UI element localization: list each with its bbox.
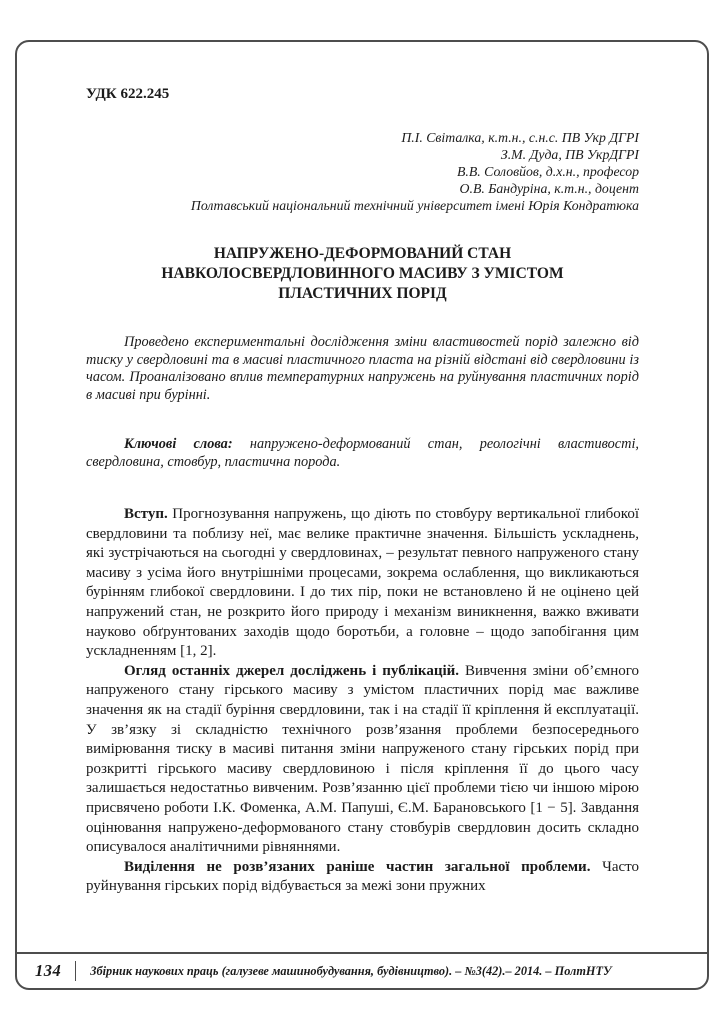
- keywords-label: Ключові слова:: [124, 436, 233, 452]
- page-number: 134: [35, 961, 62, 980]
- author-line: П.І. Світалка, к.т.н., с.н.с. ПВ Укр ДГРІ: [401, 130, 639, 145]
- abstract-text: Проведено експериментальні дослідження зміни властивостей порід залежно від тиску у свердловині та в масиві пластичного пласта на різній відстані від свердловини із часом. Проаналізовано вплив температурних напружень на руйнування пластичних порід в масиві при бурінні.: [86, 334, 639, 403]
- paragraph-text: Вивчення зміни об’ємного напруженого стану гірського масиву з умістом пластичних порід має важливе значення як на стадії буріння свердловини, так і на стадії її кріплення й експлуатації. У зв’язку зі складністю технічного розв’язання проблеми безпосереднього вимірювання тиску в масиві питання зміни напруженого стану гірських порід при розкритті гірського масиву свердловиною і після кріплення її до цього часу залишається недостатньо вивченим. Розв’язанню цієї проблеми тією чи іншою мірою присвячено роботи І.К. Фоменка, А.М. Папуші, Є.М. Барановського [1 − 5]. Завдання оцінювання напружено-деформованого стану стовбурів свердловин досить складно описувалося аналітичними рівняннями.: [86, 662, 639, 856]
- paragraph-lead: Виділення не розв’язаних раніше частин загальної проблеми.: [124, 858, 591, 875]
- authors-block: [86, 129, 639, 214]
- paragraph-text: Прогнозування напружень, що діють по стовбуру вертикальної глибокої свердловини та поблизу неї, має велике практичне значення. Більшість ускладнень, які зустрічаються на сьогодні у свердловинах, – результат певного напруженого стану масиву з усіма його внутрішніми процесами, зокрема ослаблення, що викликаються бурінням глибокої свердловини. І до тих пір, поки не встановлено й не оцінено цей напружений стан, не розкрито його природу і механізм виникнення, важко вживати науково обґрунтованих заходів щодо боротьби, а головне – щодо запобігання цим ускладненням [1, 2].: [86, 506, 639, 660]
- footer-citation: Збірник наукових праць (галузеве машинобудування, будівництво). – №3(42).– 2014. – ПолтНТУ: [90, 963, 612, 978]
- page-footer: [17, 952, 707, 988]
- footer-divider: [75, 961, 76, 981]
- paragraph-text: Часто руйнування гірських порід відбувається за межі зони пружних: [86, 858, 639, 895]
- keywords-text: напружено-деформований стан, реологічні властивості, свердловина, стовбур, пластична порода.: [86, 436, 640, 470]
- paragraph-problem: [86, 858, 639, 897]
- page-content: [17, 42, 707, 952]
- author-line: В.В. Соловйов, д.х.н., професор: [456, 164, 639, 179]
- paragraph-review: [86, 662, 639, 858]
- keywords-block: [86, 436, 639, 471]
- paragraph-lead: Огляд останніх джерел досліджень і публікацій.: [124, 662, 460, 679]
- author-line: О.В. Бандуріна, к.т.н., доцент: [459, 181, 639, 196]
- article-title-line: НАВКОЛОСВЕРДЛОВИННОГО МАСИВУ З УМІСТОМ: [161, 265, 564, 282]
- page-border-frame: [15, 40, 709, 990]
- article-title-line: НАПРУЖЕНО-ДЕФОРМОВАНИЙ СТАН: [213, 245, 512, 262]
- author-line: З.М. Дуда, ПВ УкрДГРІ: [500, 147, 639, 162]
- paragraph-lead: Вступ.: [124, 506, 168, 522]
- affiliation-line: Полтавський національний технічний університет імені Юрія Кондратюка: [190, 198, 639, 213]
- article-title: [86, 244, 639, 304]
- paragraph-intro: [86, 505, 639, 662]
- article-title-line: ПЛАСТИЧНИХ ПОРІД: [278, 285, 447, 302]
- udc-code: УДК 622.245: [86, 86, 170, 102]
